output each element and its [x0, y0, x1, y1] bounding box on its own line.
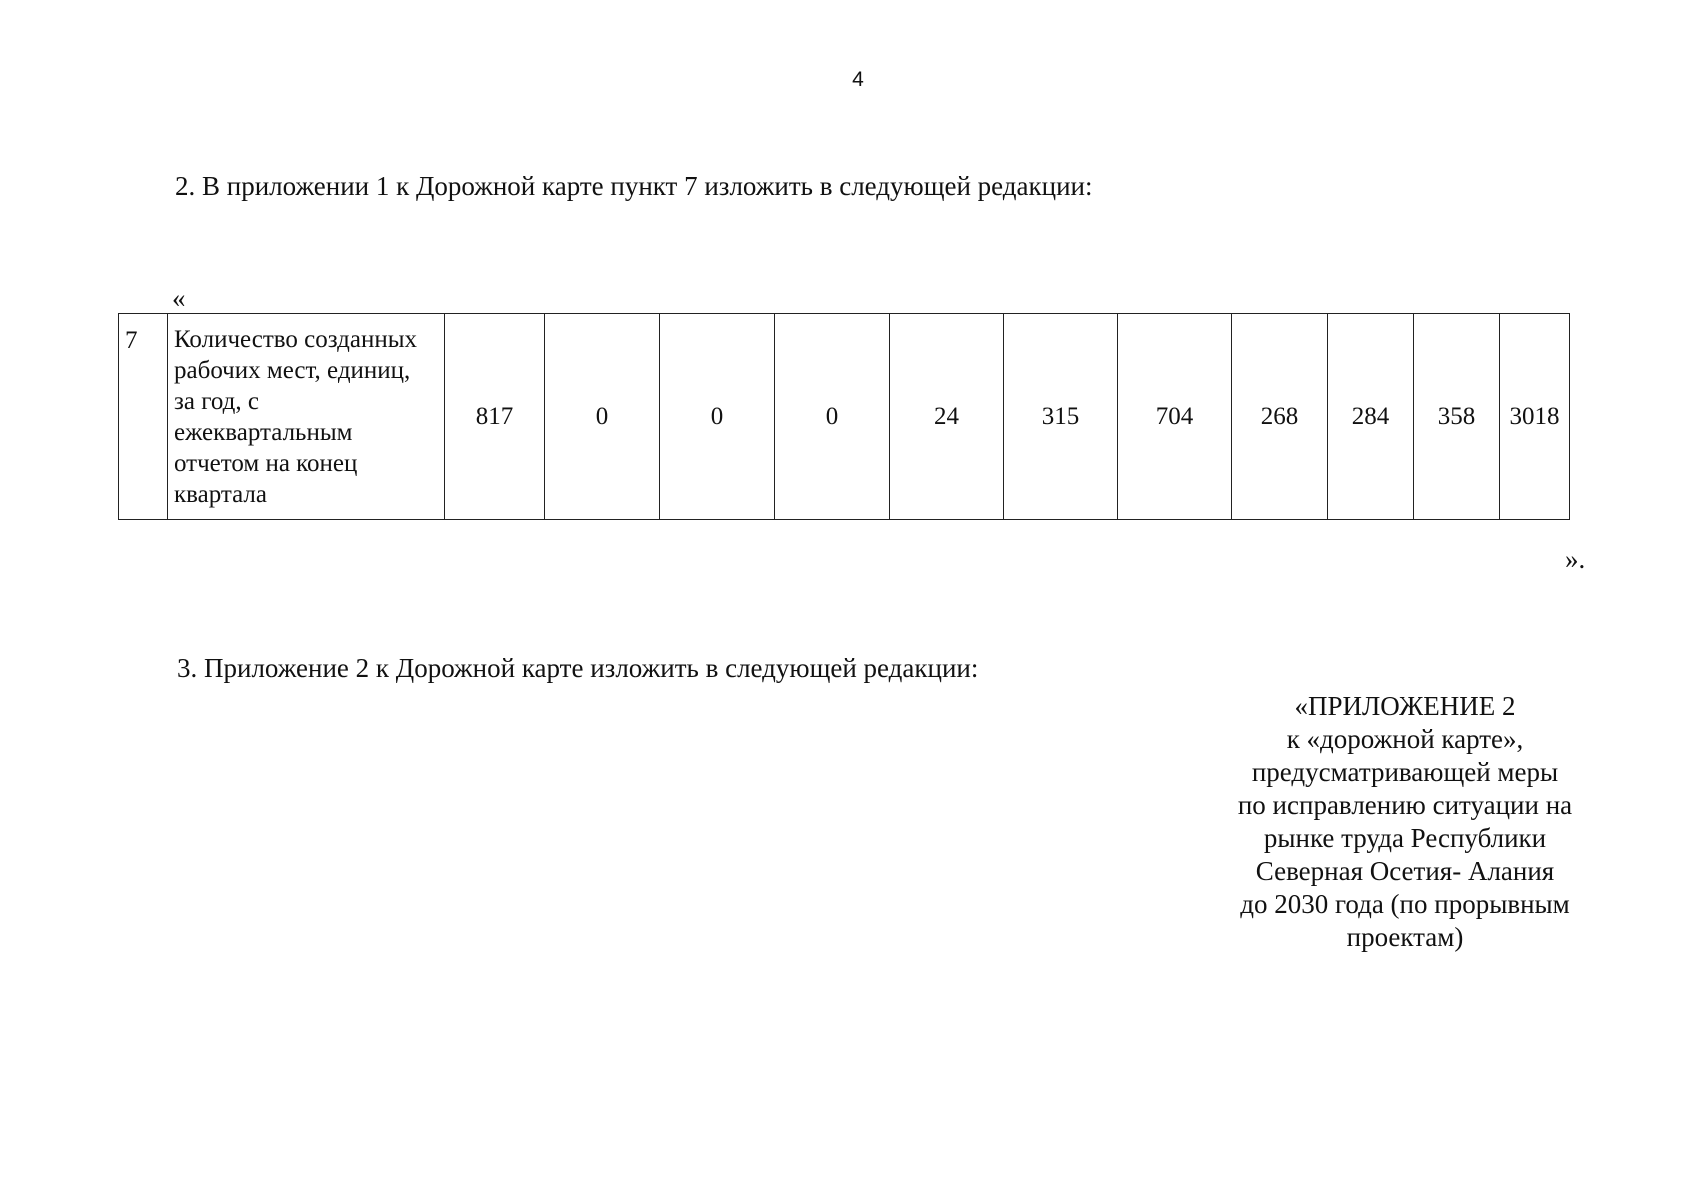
opening-quote: «	[172, 283, 186, 313]
appendix-line: Северная Осетия- Алания	[1255, 856, 1555, 886]
closing-quote: ».	[1565, 544, 1586, 574]
paragraph-3: 3. Приложение 2 к Дорожной карте изложить в следующей редакции:	[177, 653, 979, 683]
table-row	[119, 314, 1570, 520]
page-number: 4	[852, 68, 864, 91]
value-cell: 0	[545, 314, 660, 520]
value-cell: 358	[1414, 314, 1500, 520]
appendix-line: к «дорожной карте»,	[1286, 724, 1524, 754]
row-number-cell: 7	[119, 314, 168, 520]
appendix-line: «ПРИЛОЖЕНИЕ 2	[1294, 691, 1516, 721]
appendix-line: рынке труда Республики	[1263, 823, 1547, 853]
value-cell: 817	[445, 314, 545, 520]
value-cell: 268	[1232, 314, 1328, 520]
appendix-line: проектам)	[1346, 922, 1464, 952]
value-cell: 704	[1118, 314, 1232, 520]
appendix-heading	[1205, 690, 1605, 954]
value-cell: 24	[890, 314, 1004, 520]
value-cell: 0	[775, 314, 890, 520]
indicator-table	[118, 313, 1570, 520]
appendix-line: предусматривающей меры	[1251, 757, 1559, 787]
appendix-line: до 2030 года (по прорывным	[1240, 889, 1570, 919]
value-cell: 3018	[1500, 314, 1570, 520]
appendix-line: по исправлению ситуации на	[1237, 790, 1573, 820]
value-cell: 0	[660, 314, 775, 520]
paragraph-2: 2. В приложении 1 к Дорожной карте пункт 7 изложить в следующей редакции:	[175, 171, 1093, 201]
row-label-cell: Количество созданных рабочих мест, единиц, за год, с ежеквартальным отчетом на конец квартала	[168, 314, 445, 520]
value-cell: 284	[1328, 314, 1414, 520]
value-cell: 315	[1004, 314, 1118, 520]
